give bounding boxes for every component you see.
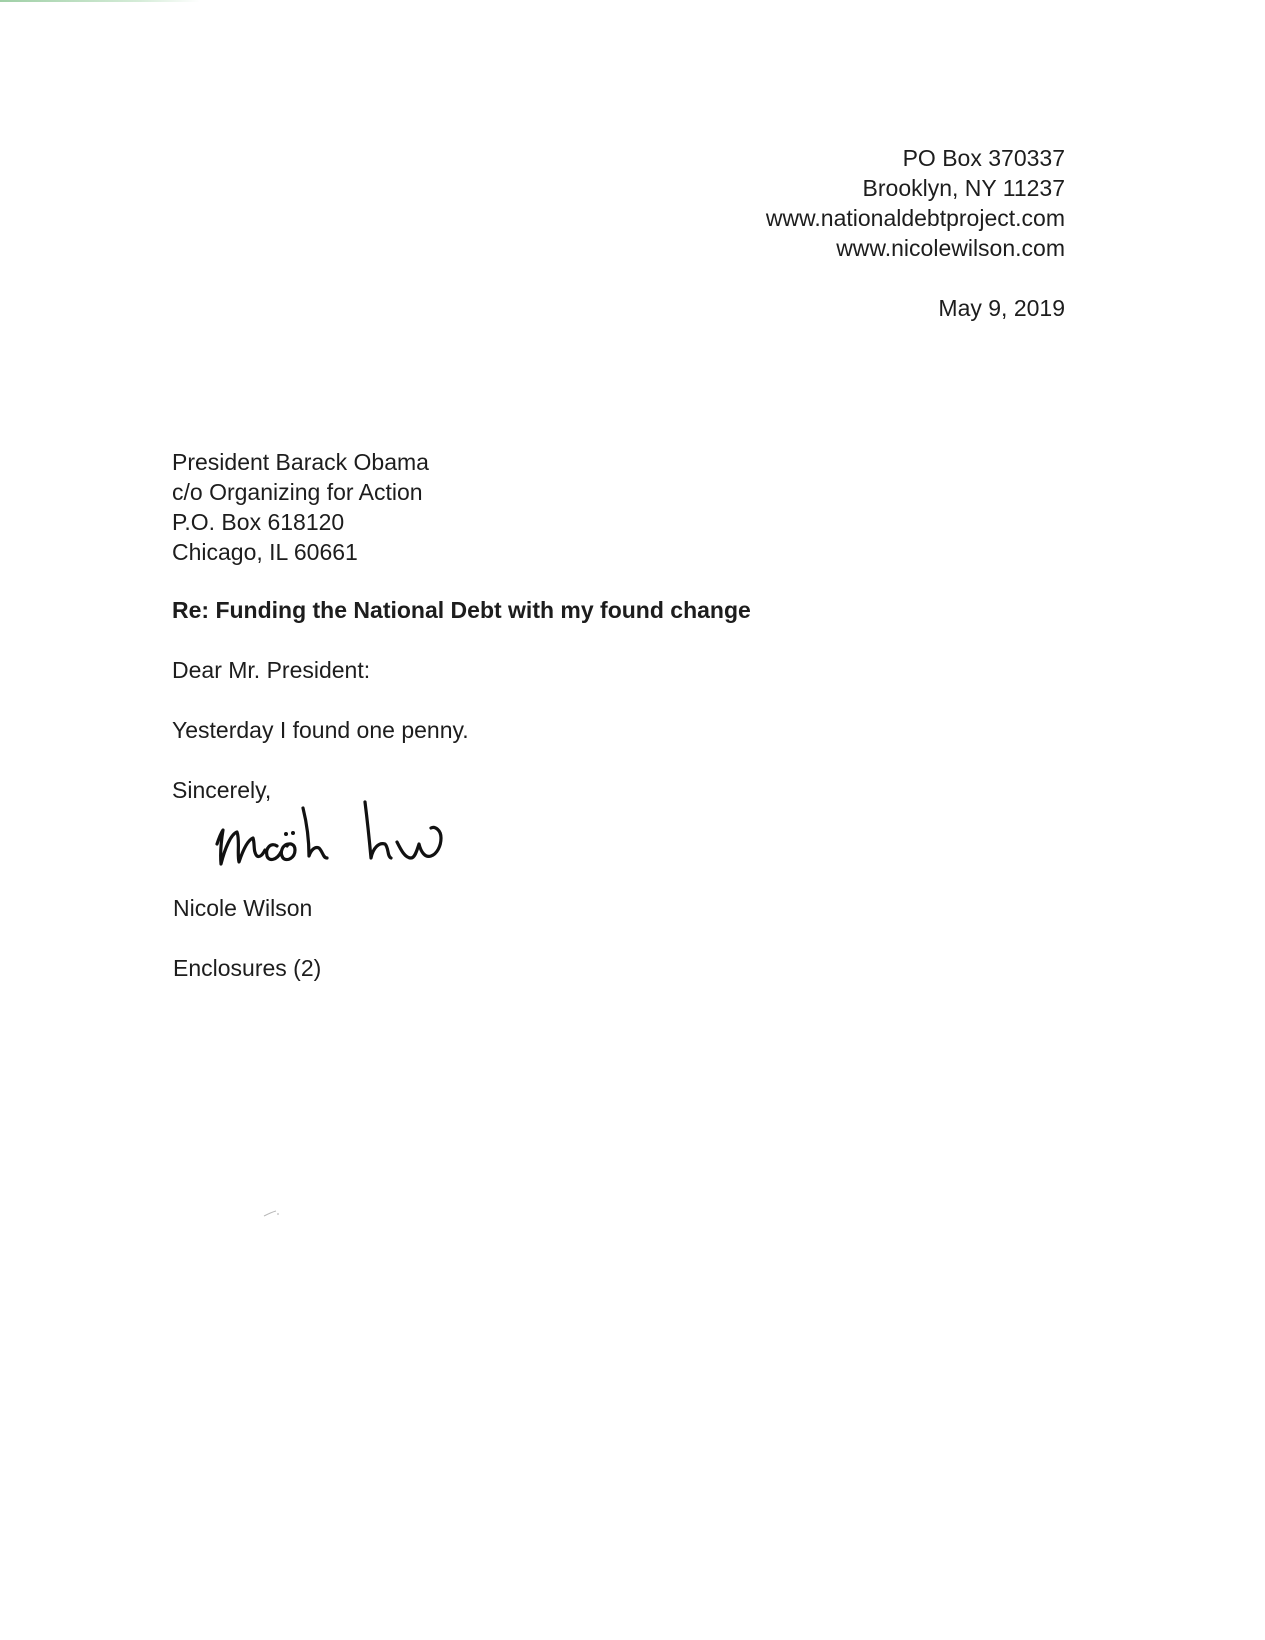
recipient-care-of: c/o Organizing for Action <box>172 479 423 505</box>
enclosures-note: Enclosures (2) <box>173 955 322 981</box>
letter-date: May 9, 2019 <box>938 295 1065 321</box>
recipient-po-box: P.O. Box 618120 <box>172 509 345 535</box>
sender-website-personal: www.nicolewilson.com <box>836 235 1065 261</box>
scan-speck <box>262 1208 282 1218</box>
sender-address-block <box>766 143 1065 263</box>
sender-website-project: www.nationaldebtproject.com <box>765 205 1065 231</box>
recipient-address-block <box>172 447 429 567</box>
salutation: Dear Mr. President: <box>172 657 371 683</box>
complimentary-close: Sincerely, <box>172 777 272 803</box>
letter-body: Yesterday I found one penny. <box>172 717 469 743</box>
sender-po-box: PO Box 370337 <box>902 145 1065 171</box>
recipient-name: President Barack Obama <box>172 449 429 475</box>
sender-city-state-zip: Brooklyn, NY 11237 <box>862 175 1065 201</box>
handwritten-signature <box>215 800 475 880</box>
scan-artifact-streak <box>0 0 200 2</box>
signer-name: Nicole Wilson <box>173 895 313 921</box>
subject-line: Re: Funding the National Debt with my found change <box>172 597 751 623</box>
recipient-city-state-zip: Chicago, IL 60661 <box>172 539 358 565</box>
